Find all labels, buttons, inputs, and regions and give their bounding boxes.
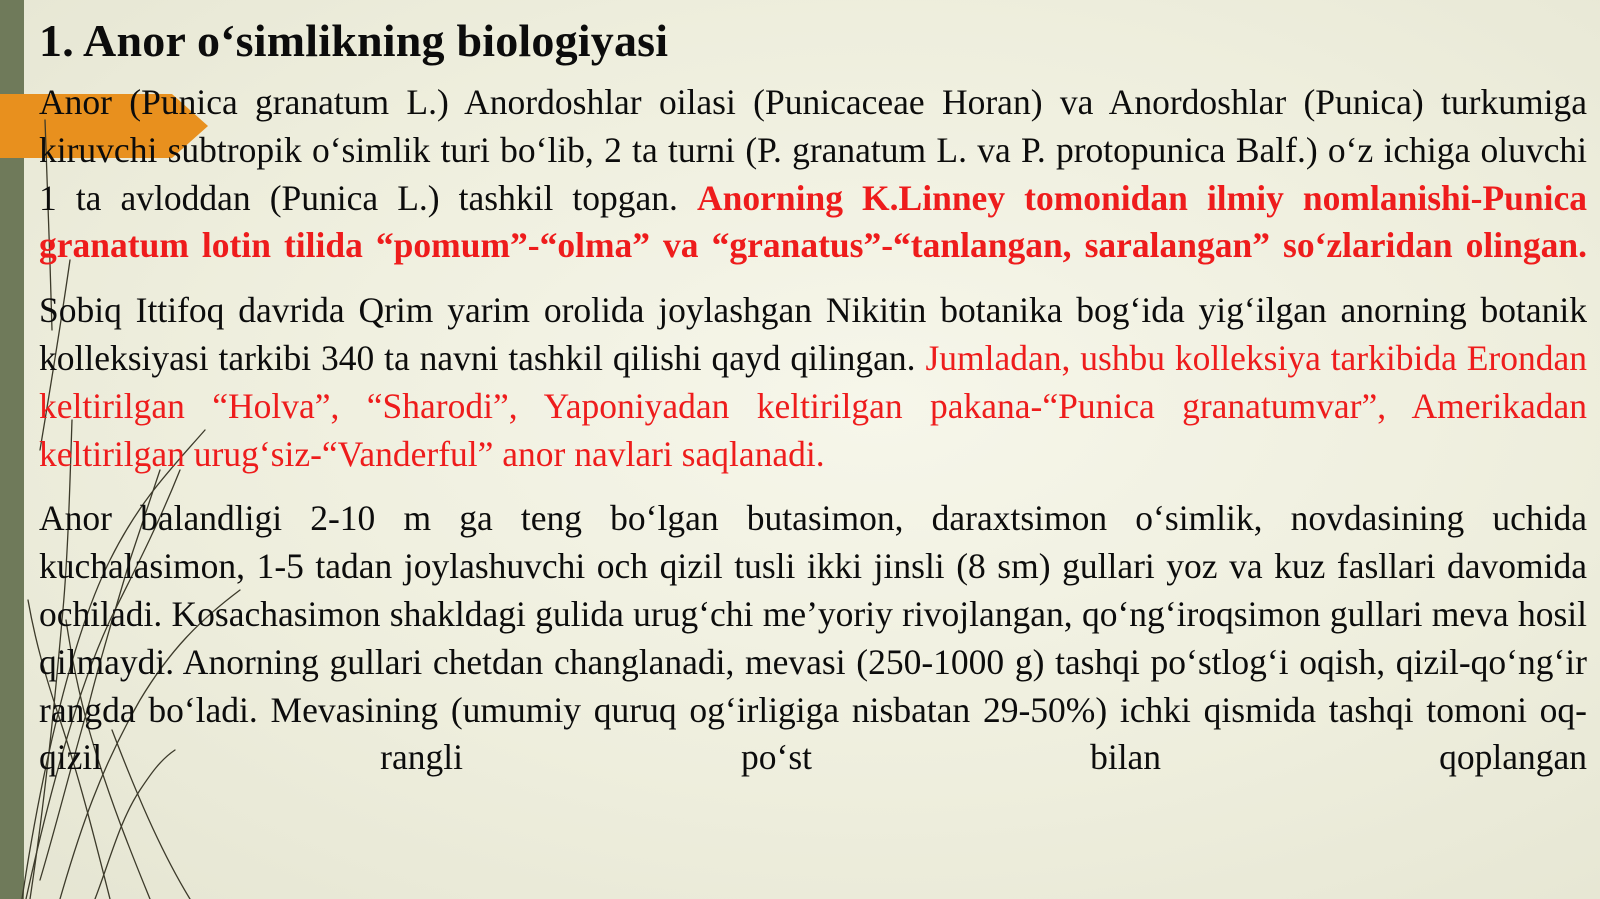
slide-content [39, 10, 1587, 799]
paragraph-1-highlight: Anorning K.Linney tomonidan ilmiy nomlanishi-Punica granatum lotin tilida “pomum”-“olma” va “granatus”-“tanlangan, saralangan” so‘zlaridan olingan. [39, 177, 1587, 266]
paragraph-1 [39, 79, 1587, 270]
paragraph-1-text: Anor (Punica granatum L.) Anordoshlar oilasi (Punicaceae Horan) va Anordoshlar (Punica) turkumiga kiruvchi subtropik o‘simlik turi bo‘lib, 2 ta turni (P. granatum L. va P. protopunica Balf.) o‘z ichiga oluvchi 1 ta avloddan (Punica L.) tashkil topgan. [39, 82, 1587, 218]
paragraph-2-highlight: Jumladan, ushbu kolleksiya tarkibida Erondan keltirilgan “Holva”, “Sharodi”, Yaponiyadan keltirilgan pakana-“Punica granatumvar”, Amerikadan keltirilgan urug‘siz-“Vanderful” anor navlari saqlanadi. [39, 337, 1587, 474]
paragraph-2 [39, 287, 1587, 478]
paragraph-2-text: Sobiq Ittifoq davrida Qrim yarim orolida joylashgan Nikitin botanika bog‘ida yig‘ilgan anorning botanik kolleksiyasi tarkibi 340 ta navni tashkil qilishi qayd qilingan. [39, 290, 1587, 378]
paragraph-3 [39, 495, 1587, 782]
paragraph-3-text: Anor balandligi 2-10 m ga teng bo‘lgan butasimon, daraxtsimon o‘simlik, novdasining uchida kuchalasimon, 1-5 tadan joylashuvchi och qizil tusli ikki jinsli (8 sm) gullari yoz va kuz fasllari davomida ochiladi. Kosachasimon shakldagi gulida urug‘chi me’yoriy rivojlangan, qo‘ng‘iroqsimon gullari meva hosil qilmaydi. Anorning gullari chetdan changlanadi, mevasi (250-1000 g) tashqi po‘stlog‘i oqish, qizil-qo‘ng‘ir rangda bo‘ladi. Mevasining (umumiy quruq og‘irligiga nisbatan 29-50%) ichki qismida tashqi tomoni oq-qizil rangli po‘st bilan qoplangan [39, 498, 1587, 778]
slide-title: 1. Anor o‘simlikning biologiyasi [39, 15, 669, 66]
